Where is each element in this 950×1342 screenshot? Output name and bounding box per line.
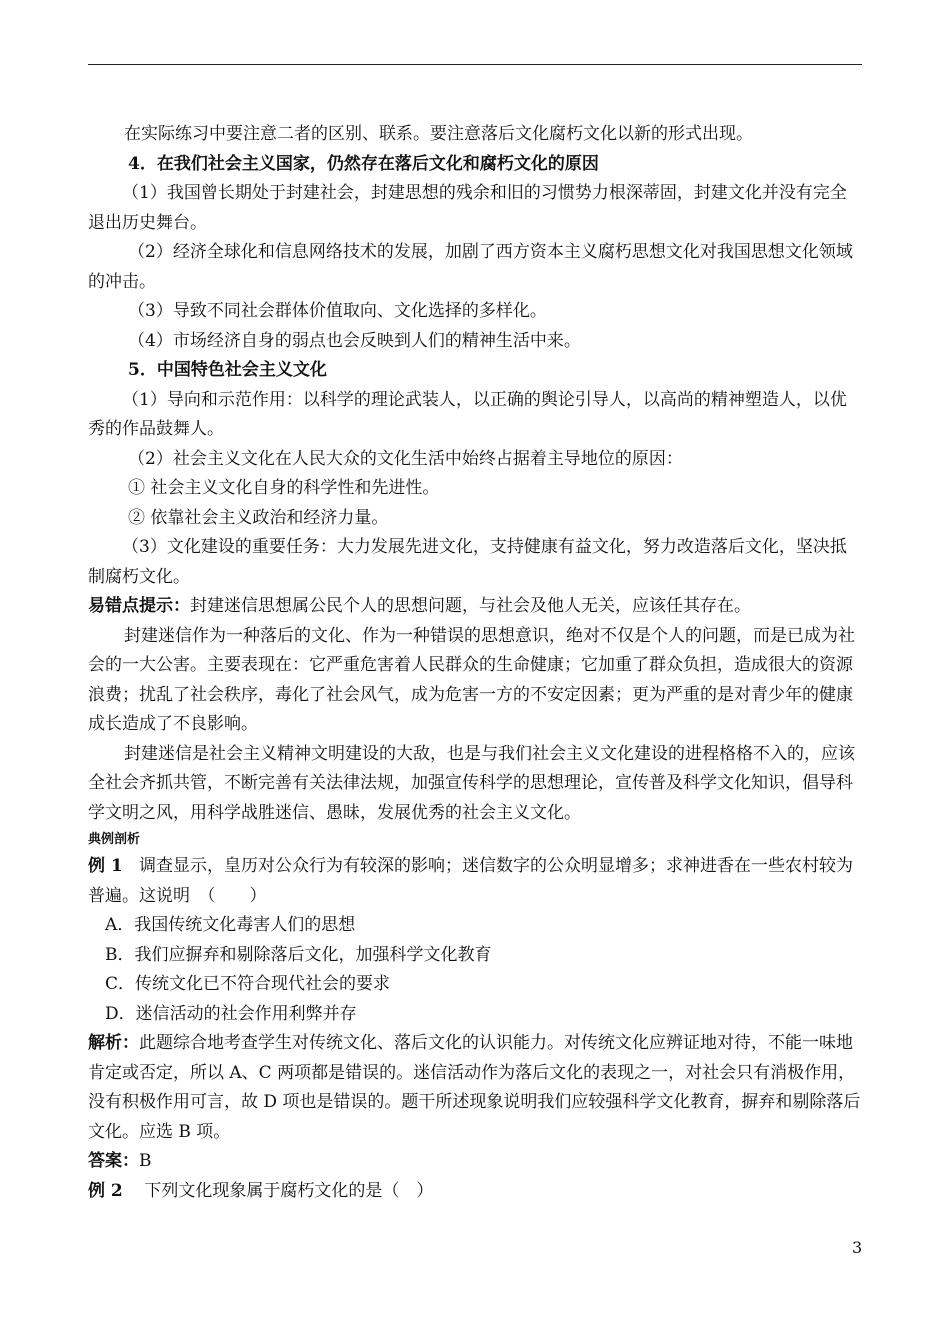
- section-4-item: （3）导致不同社会群体价值取向、文化选择的多样化。: [128, 301, 547, 321]
- option-c: C．传统文化已不符合现代社会的要求: [105, 974, 391, 994]
- tip-line: [88, 592, 862, 622]
- example-1-question-line: [88, 852, 862, 911]
- option-a: A．我国传统文化毒害人们的思想: [105, 915, 356, 935]
- section-4-item: （2）经济全球化和信息网络技术的发展，加剧了西方资本主义腐朽思想文化对我国思想文化领域的冲击。: [88, 242, 853, 292]
- tip-paragraph: 封建迷信作为一种落后的文化、作为一种错误的思想意识，绝对不仅是个人的问题，而是已成为社会的一大公害。主要表现在：它严重危害着人民群众的生命健康；它加重了群众负担，造成很大的资源浪费；扰乱了社会秩序，毒化了社会风气，成为危害一方的不安定因素；更为严重的是对青少年的健康成长造成了不良影响。: [88, 625, 855, 734]
- analysis-line: [88, 1029, 862, 1147]
- section-5-subitem: ① 社会主义文化自身的科学性和先进性。: [128, 478, 440, 498]
- page-number: 3: [852, 1238, 863, 1257]
- analysis-label: 解析：: [88, 1033, 139, 1053]
- section-5-item: （2）社会主义文化在人民大众的文化生活中始终占据着主导地位的原因：: [128, 448, 683, 469]
- section-5-item: （3）文化建设的重要任务：大力发展先进文化，支持健康有益文化，努力改造落后文化，坚决抵制腐朽文化。: [88, 537, 847, 587]
- header-rule: [88, 64, 862, 65]
- section-4-heading: 4．在我们社会主义国家，仍然存在落后文化和腐朽文化的原因: [128, 153, 599, 174]
- answer-line: [88, 1147, 862, 1177]
- section-4-item: （1）我国曾长期处于封建社会，封建思想的残余和旧的习惯势力根深蒂固，封建文化并没有完全退出历史舞台。: [88, 183, 847, 233]
- tip-label: 易错点提示：: [88, 596, 190, 616]
- example-1-label: 例 1: [88, 856, 123, 876]
- section-4-item: （4）市场经济自身的弱点也会反映到人们的精神生活中来。: [128, 330, 581, 351]
- option-b: B．我们应摒弃和剔除落后文化，加强科学文化教育: [105, 944, 492, 965]
- section-5-subitem: ② 依靠社会主义政治和经济力量。: [128, 507, 389, 528]
- intro-paragraph: 在实际练习中要注意二者的区别、联系。要注意落后文化腐朽文化以新的形式出现。: [124, 124, 753, 144]
- page-content: [88, 120, 862, 1206]
- example-2-question-line: [88, 1177, 862, 1207]
- tip-text: 封建迷信思想属公民个人的思想问题，与社会及他人无关，应该任其存在。: [190, 596, 751, 616]
- answer-label: 答案：: [88, 1151, 139, 1171]
- section-5-item: （1）导向和示范作用：以科学的理论武装人，以正确的舆论引导人，以高尚的精神塑造人，以优秀的作品鼓舞人。: [88, 389, 847, 439]
- tip-paragraph: 封建迷信是社会主义精神文明建设的大敌，也是与我们社会主义文化建设的进程格格不入的，应该全社会齐抓共管，不断完善有关法律法规，加强宣传科学的思想理论，宣传普及科学文化知识，倡导科学文明之风，用科学战胜迷信、愚昧，发展优秀的社会主义文化。: [88, 743, 855, 823]
- example-2-question: 下列文化现象属于腐朽文化的是（ ）: [144, 1180, 434, 1201]
- answer-value: B: [139, 1151, 152, 1171]
- section-5-heading: 5．中国特色社会主义文化: [128, 360, 327, 380]
- example-1-question: 调查显示，皇历对公众行为有较深的影响；迷信数字的公众明显增多；求神进香在一些农村较为普遍。这说明 （ ）: [88, 856, 853, 906]
- examples-heading: 典例剖析: [88, 832, 141, 847]
- example-2-label: 例 2: [88, 1180, 123, 1201]
- analysis-text: 此题综合地考查学生对传统文化、落后文化的认识能力。对传统文化应辨证地对待，不能一味地肯定或否定，所以 A、C 两项都是错误的。迷信活动作为落后文化的表现之一，对社会只有消极作用，没有积极作用可言，故 D 项也是错误的。题干所述现象说明我们应较强科学文化教育，摒弃和剔除落后文化。应选 B 项。: [88, 1033, 861, 1142]
- option-d: D．迷信活动的社会作用利弊并存: [105, 1003, 357, 1024]
